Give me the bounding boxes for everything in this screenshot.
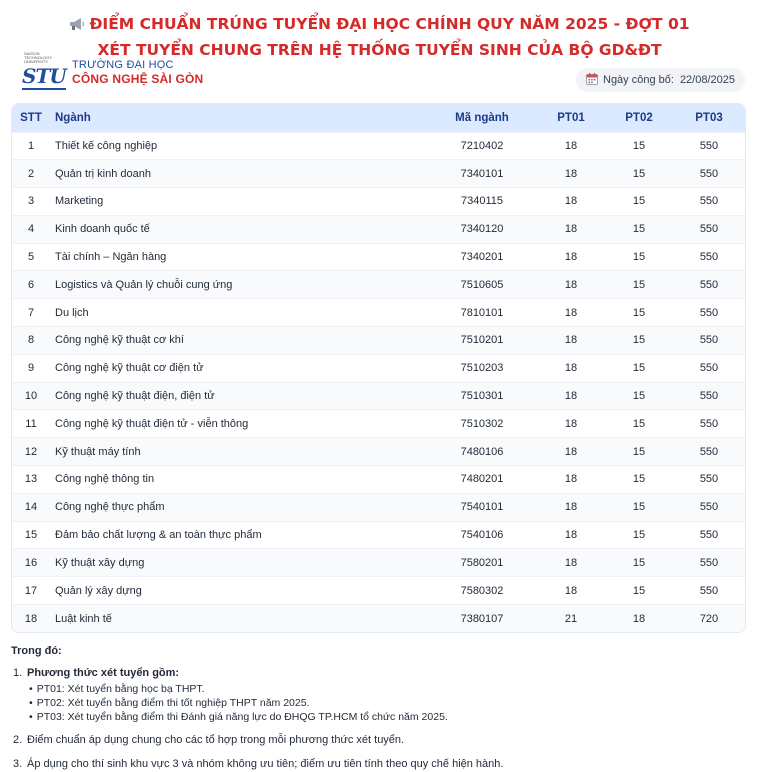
cell-major-code: 7340115 bbox=[460, 195, 503, 208]
cell-stt: 14 bbox=[24, 501, 38, 514]
cell-major-code: 7340101 bbox=[460, 167, 504, 180]
cell-major-code: 7510605 bbox=[460, 278, 504, 291]
cell-pt02: 15 bbox=[632, 501, 646, 514]
logo-line-1: TRƯỜNG ĐẠI HỌC bbox=[72, 59, 174, 71]
logo-mark-text: STU bbox=[22, 64, 66, 88]
cell-major-name: Tài chính – Ngân hàng bbox=[55, 251, 167, 264]
cell-pt01: 18 bbox=[564, 223, 578, 236]
cell-pt02: 15 bbox=[632, 473, 646, 486]
cell-major-code: 7210402 bbox=[460, 139, 504, 152]
notes-title: Trong đó: bbox=[11, 645, 62, 657]
note-item-3 bbox=[13, 757, 746, 772]
cell-pt03: 550 bbox=[699, 362, 719, 375]
table-row bbox=[12, 577, 745, 605]
cell-stt: 16 bbox=[24, 556, 38, 569]
note-item-1 bbox=[13, 666, 746, 724]
cell-major-name: Kỹ thuật máy tính bbox=[55, 445, 141, 458]
cell-pt01: 18 bbox=[564, 556, 578, 569]
table-row bbox=[12, 188, 745, 216]
cell-pt01: 18 bbox=[564, 334, 578, 347]
cell-stt: 18 bbox=[24, 612, 38, 625]
cell-pt03: 550 bbox=[699, 195, 719, 208]
cell-major-code: 7580302 bbox=[460, 584, 504, 597]
cell-major-name: Công nghệ kỹ thuật điện tử - viễn thông bbox=[55, 417, 249, 430]
table-row bbox=[12, 299, 745, 327]
title-line-2: XÉT TUYỂN CHUNG TRÊN HỆ THỐNG TUYỂN SINH CỦA BỘ GD&ĐT bbox=[97, 41, 662, 59]
cell-pt01: 18 bbox=[564, 473, 578, 486]
col-header-pt03: PT03 bbox=[695, 111, 723, 124]
note-3-text: Áp dụng cho thí sinh khu vực 3 và nhóm không ưu tiên; điểm ưu tiên tính theo quy chế hiện hành. bbox=[27, 758, 504, 770]
table-row bbox=[12, 354, 745, 382]
note-3-number: 3. bbox=[13, 758, 23, 770]
note-1-number: 1. bbox=[13, 667, 23, 679]
publish-date-badge bbox=[576, 68, 745, 92]
cell-stt: 17 bbox=[24, 584, 38, 597]
cell-stt: 5 bbox=[27, 251, 35, 264]
cell-pt01: 18 bbox=[564, 501, 578, 514]
cell-pt01: 18 bbox=[564, 529, 578, 542]
cell-major-name: Logistics và Quản lý chuỗi cung ứng bbox=[55, 278, 233, 291]
cell-stt: 1 bbox=[27, 139, 35, 152]
cell-major-code: 7380107 bbox=[460, 612, 504, 625]
cell-stt: 10 bbox=[24, 390, 38, 403]
cell-pt02: 15 bbox=[632, 556, 646, 569]
page-title bbox=[0, 12, 759, 38]
cell-major-code: 7510302 bbox=[460, 417, 504, 430]
calendar-icon bbox=[586, 73, 598, 88]
col-header-name: Ngành bbox=[55, 111, 91, 124]
cell-major-code: 7340120 bbox=[460, 223, 504, 236]
table-row bbox=[12, 549, 745, 577]
cell-stt: 7 bbox=[27, 306, 35, 319]
cell-pt02: 15 bbox=[632, 584, 646, 597]
cell-stt: 11 bbox=[25, 417, 37, 430]
cell-pt03: 550 bbox=[699, 167, 719, 180]
cell-pt03: 550 bbox=[699, 556, 719, 569]
cell-pt03: 550 bbox=[699, 473, 719, 486]
cell-pt02: 15 bbox=[632, 306, 646, 319]
note-item-2 bbox=[13, 733, 746, 748]
cell-major-code: 7340201 bbox=[460, 251, 504, 264]
scores-table bbox=[12, 104, 745, 632]
cell-pt02: 18 bbox=[632, 612, 646, 625]
cell-major-name: Luật kinh tế bbox=[55, 612, 112, 625]
cell-pt01: 18 bbox=[564, 195, 578, 208]
col-header-stt: STT bbox=[20, 111, 42, 124]
logo-line-2: CÔNG NGHỆ SÀI GÒN bbox=[72, 72, 204, 86]
table-row bbox=[12, 327, 745, 355]
scores-table-card bbox=[11, 103, 746, 633]
cell-pt01: 18 bbox=[564, 167, 578, 180]
cell-stt: 4 bbox=[27, 223, 35, 236]
notes-section bbox=[11, 645, 746, 772]
table-row bbox=[12, 271, 745, 299]
cell-major-name: Thiết kế công nghiệp bbox=[55, 139, 158, 152]
cell-pt03: 550 bbox=[699, 417, 719, 430]
cell-major-code: 7580201 bbox=[460, 556, 504, 569]
cell-pt02: 15 bbox=[632, 251, 646, 264]
cell-major-name: Công nghệ kỹ thuật điện, điện tử bbox=[55, 390, 215, 403]
table-body bbox=[12, 132, 745, 632]
cell-pt03: 550 bbox=[699, 306, 719, 319]
table-row bbox=[12, 243, 745, 271]
cell-pt02: 15 bbox=[632, 278, 646, 291]
cell-pt03: 550 bbox=[699, 501, 719, 514]
note-1-sub-pt03: • PT03: Xét tuyển bằng điểm thi Đánh giá năng lực do ĐHQG TP.HCM tổ chức năm 2025. bbox=[29, 710, 746, 724]
cell-pt03: 550 bbox=[699, 390, 719, 403]
col-header-pt02: PT02 bbox=[625, 111, 653, 124]
col-header-code: Mã ngành bbox=[455, 111, 509, 124]
cell-pt03: 550 bbox=[699, 334, 719, 347]
cell-major-name: Công nghệ thực phẩm bbox=[55, 501, 165, 514]
cell-major-code: 7810101 bbox=[460, 306, 504, 319]
cell-pt01: 18 bbox=[564, 417, 578, 430]
cell-pt03: 550 bbox=[699, 251, 719, 264]
cell-pt01: 18 bbox=[564, 139, 578, 152]
cell-pt02: 15 bbox=[632, 362, 646, 375]
table-row bbox=[12, 160, 745, 188]
cell-pt02: 15 bbox=[632, 139, 646, 152]
cell-stt: 9 bbox=[27, 362, 35, 375]
col-header-pt01: PT01 bbox=[557, 111, 585, 124]
cell-major-code: 7510203 bbox=[460, 362, 504, 375]
table-row bbox=[12, 466, 745, 494]
cell-major-name: Quản trị kinh doanh bbox=[55, 167, 152, 180]
cell-pt01: 18 bbox=[564, 390, 578, 403]
page-header bbox=[0, 12, 759, 62]
cell-pt03: 550 bbox=[699, 139, 719, 152]
cell-major-name: Công nghệ kỹ thuật cơ điện tử bbox=[55, 362, 204, 375]
cell-pt01: 18 bbox=[564, 251, 578, 264]
megaphone-icon bbox=[69, 14, 85, 38]
table-row bbox=[12, 215, 745, 243]
table-row bbox=[12, 493, 745, 521]
cell-pt03: 550 bbox=[699, 278, 719, 291]
cell-stt: 3 bbox=[27, 195, 35, 208]
cell-major-code: 7540101 bbox=[460, 501, 504, 514]
cell-major-name: Công nghệ thông tin bbox=[55, 473, 155, 486]
cell-stt: 6 bbox=[27, 278, 35, 291]
cell-stt: 15 bbox=[24, 529, 38, 542]
table-row bbox=[12, 438, 745, 466]
cell-major-name: Kinh doanh quốc tế bbox=[55, 223, 150, 236]
cell-pt03: 550 bbox=[699, 584, 719, 597]
table-row bbox=[12, 132, 745, 160]
cell-major-code: 7480106 bbox=[460, 445, 504, 458]
cell-pt03: 550 bbox=[699, 529, 719, 542]
cell-pt03: 550 bbox=[699, 445, 719, 458]
table-row bbox=[12, 382, 745, 410]
cell-pt01: 18 bbox=[564, 278, 578, 291]
title-line-1: ĐIỂM CHUẨN TRÚNG TUYỂN ĐẠI HỌC CHÍNH QUY NĂM 2025 - ĐỢT 01 bbox=[89, 15, 690, 33]
cell-pt02: 15 bbox=[632, 417, 646, 430]
note-2-text: Điểm chuẩn áp dụng chung cho các tổ hợp trong mỗi phương thức xét tuyển. bbox=[27, 734, 405, 746]
cell-pt02: 15 bbox=[632, 390, 646, 403]
note-1-text: Phương thức xét tuyển gồm: bbox=[27, 667, 180, 679]
cell-pt02: 15 bbox=[632, 195, 646, 208]
cell-pt02: 15 bbox=[632, 167, 646, 180]
cell-major-name: Đảm bảo chất lượng & an toàn thực phẩm bbox=[55, 529, 262, 542]
cell-pt01: 18 bbox=[564, 584, 578, 597]
note-1-sub-pt01: • PT01: Xét tuyển bằng học bạ THPT. bbox=[29, 682, 746, 696]
cell-major-name: Du lịch bbox=[55, 306, 89, 319]
cell-stt: 13 bbox=[24, 473, 38, 486]
cell-pt01: 18 bbox=[564, 362, 578, 375]
publish-date-value: 22/08/2025 bbox=[679, 74, 735, 86]
cell-pt02: 15 bbox=[632, 445, 646, 458]
cell-pt01: 18 bbox=[564, 445, 578, 458]
table-row bbox=[12, 521, 745, 549]
table-row bbox=[12, 605, 745, 633]
cell-pt02: 15 bbox=[632, 223, 646, 236]
cell-stt: 12 bbox=[24, 445, 38, 458]
cell-pt02: 15 bbox=[632, 529, 646, 542]
cell-pt03: 720 bbox=[699, 612, 719, 625]
note-2-number: 2. bbox=[13, 734, 23, 746]
university-logo bbox=[22, 51, 204, 88]
note-1-sublist bbox=[29, 682, 746, 724]
cell-major-name: Kỹ thuật xây dựng bbox=[55, 556, 145, 569]
cell-stt: 8 bbox=[27, 334, 35, 347]
cell-major-code: 7480201 bbox=[460, 473, 504, 486]
note-1-sub-pt02: • PT02: Xét tuyển bằng điểm thi tốt nghiệp THPT năm 2025. bbox=[29, 696, 746, 710]
table-header-row bbox=[12, 104, 745, 132]
cell-major-code: 7540106 bbox=[460, 529, 504, 542]
logo-mark: SAIGON TECHNOLOGY UNIVERSITY STU bbox=[22, 51, 66, 88]
cell-pt02: 15 bbox=[632, 334, 646, 347]
table-row bbox=[12, 410, 745, 438]
cell-stt: 2 bbox=[27, 167, 35, 180]
cell-major-code: 7510201 bbox=[460, 334, 504, 347]
cell-major-name: Công nghệ kỹ thuật cơ khí bbox=[55, 334, 184, 347]
cell-pt03: 550 bbox=[699, 223, 719, 236]
cell-major-code: 7510301 bbox=[460, 390, 504, 403]
cell-pt01: 18 bbox=[564, 306, 578, 319]
cell-major-name: Quản lý xây dựng bbox=[55, 584, 142, 597]
cell-major-name: Marketing bbox=[55, 195, 104, 208]
publish-date-label: Ngày công bố: bbox=[603, 74, 674, 86]
cell-pt01: 21 bbox=[564, 612, 578, 625]
